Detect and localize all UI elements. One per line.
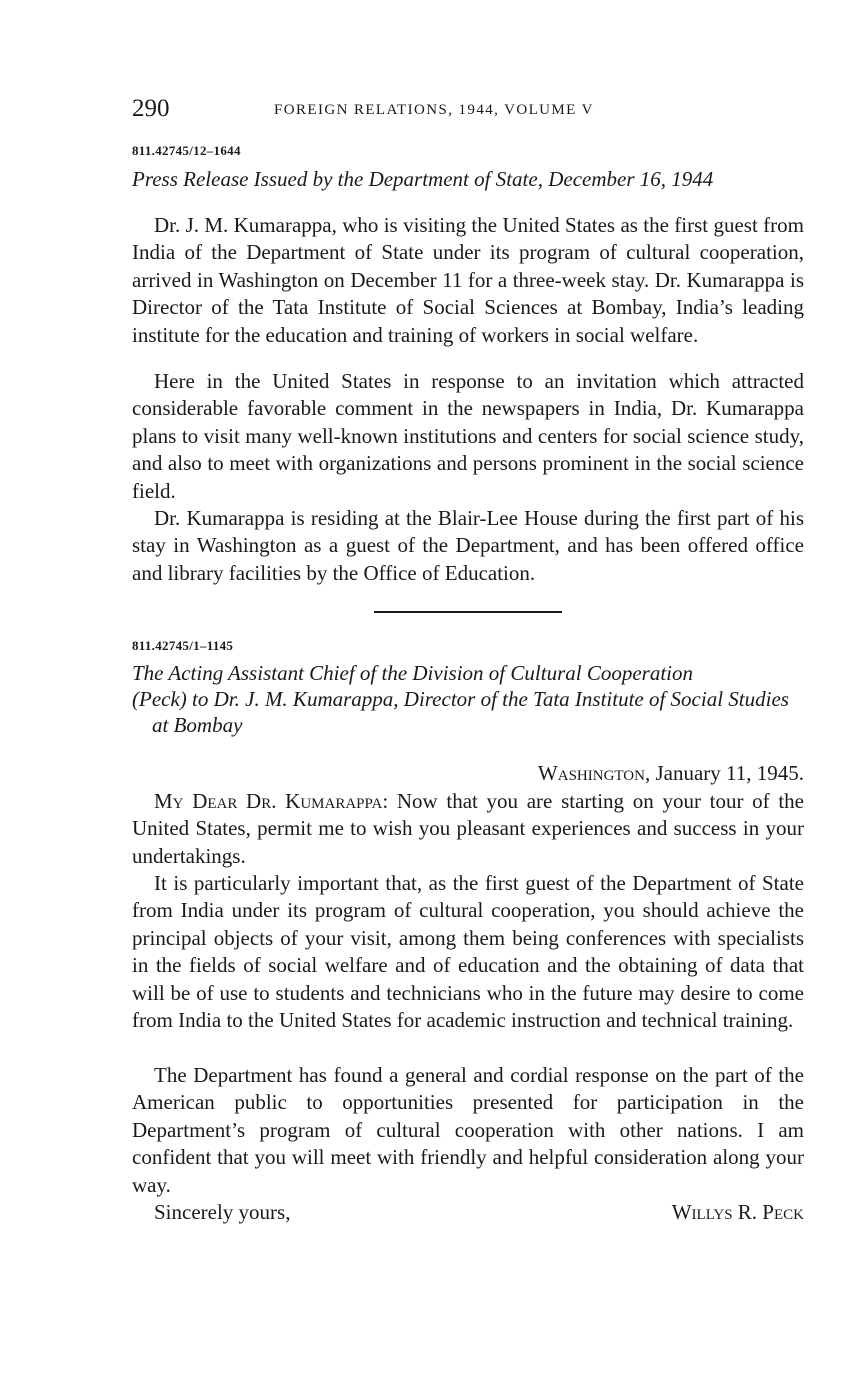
letter-paragraph-1 (132, 788, 804, 870)
letter-heading-line-1: The Acting Assistant Chief of the Division of Cultural Cooperation (132, 661, 693, 685)
letter-paragraph-1-text: Now that you are starting on your tour of the United States, permit me to wish you pleasant experiences and success in your undertakings. (132, 789, 804, 868)
salutation-punct: : (382, 789, 389, 813)
letter-heading-line-2: (Peck) to Dr. J. M. Kumarappa, Director of the Tata Institute of Social Studies at Bombay (132, 687, 789, 737)
press-release-paragraph-2: Here in the United States in response to an invitation which attracted considerable favorable comment in the newspapers in India, Dr. Kumarappa plans to visit many well-known institutions and centers for social science study, and also to meet with organizations and persons prominent in the social science field. (132, 369, 804, 503)
running-title: FOREIGN RELATIONS, 1944, VOLUME V (274, 102, 594, 118)
press-release-paragraph-3: Dr. Kumarappa is residing at the Blair-Lee House during the first part of his stay in Washington as a guest of the Department, and has been offered office and library facilities by the Office of Education. (132, 506, 804, 585)
press-release-paragraph-1: Dr. J. M. Kumarappa, who is visiting the United States as the first guest from India of the Department of State under its program of cultural cooperation, arrived in Washington on December 11 for a three-week stay. Dr. Kumarappa is Director of the Tata Institute of Social Sciences at Bombay, India’s leading institute for the education and training of workers in social welfare. (132, 213, 804, 347)
letter-paragraph-3: The Department has found a general and cordial response on the part of the American public to opportunities presented for participation in the Department’s program of cultural cooperation with other nations. I am confident that you will meet with friendly and helpful consideration along your way. (132, 1063, 804, 1197)
dateline-date: , January 11, 1945. (644, 761, 804, 785)
dateline-place: Washington (537, 761, 645, 785)
signature: Willys R. Peck (671, 1200, 804, 1224)
press-release-heading: Press Release Issued by the Department of State, December 16, 1944 (132, 167, 714, 191)
dateline (132, 760, 804, 787)
file-number-letter: 811.42745/1–1145 (132, 638, 234, 653)
salutation: My Dear Dr. Kumarappa (154, 789, 383, 813)
letter-heading (132, 660, 808, 738)
section-divider (374, 611, 562, 613)
running-head (132, 94, 804, 124)
file-number-press-release: 811.42745/12–1644 (132, 143, 241, 158)
page-number: 290 (132, 95, 170, 122)
closing: Sincerely yours, (154, 1200, 291, 1224)
letter-paragraph-2: It is particularly important that, as the first guest of the Department of State from India under its program of cultural cooperation, you should achieve the principal objects of your visit, among them being conferences with specialists in the fields of social welfare and of education and the obtaining of data that will be of use to students and technicians who in the future may desire to come from India to the United States for academic instruction and technical training. (132, 871, 804, 1033)
